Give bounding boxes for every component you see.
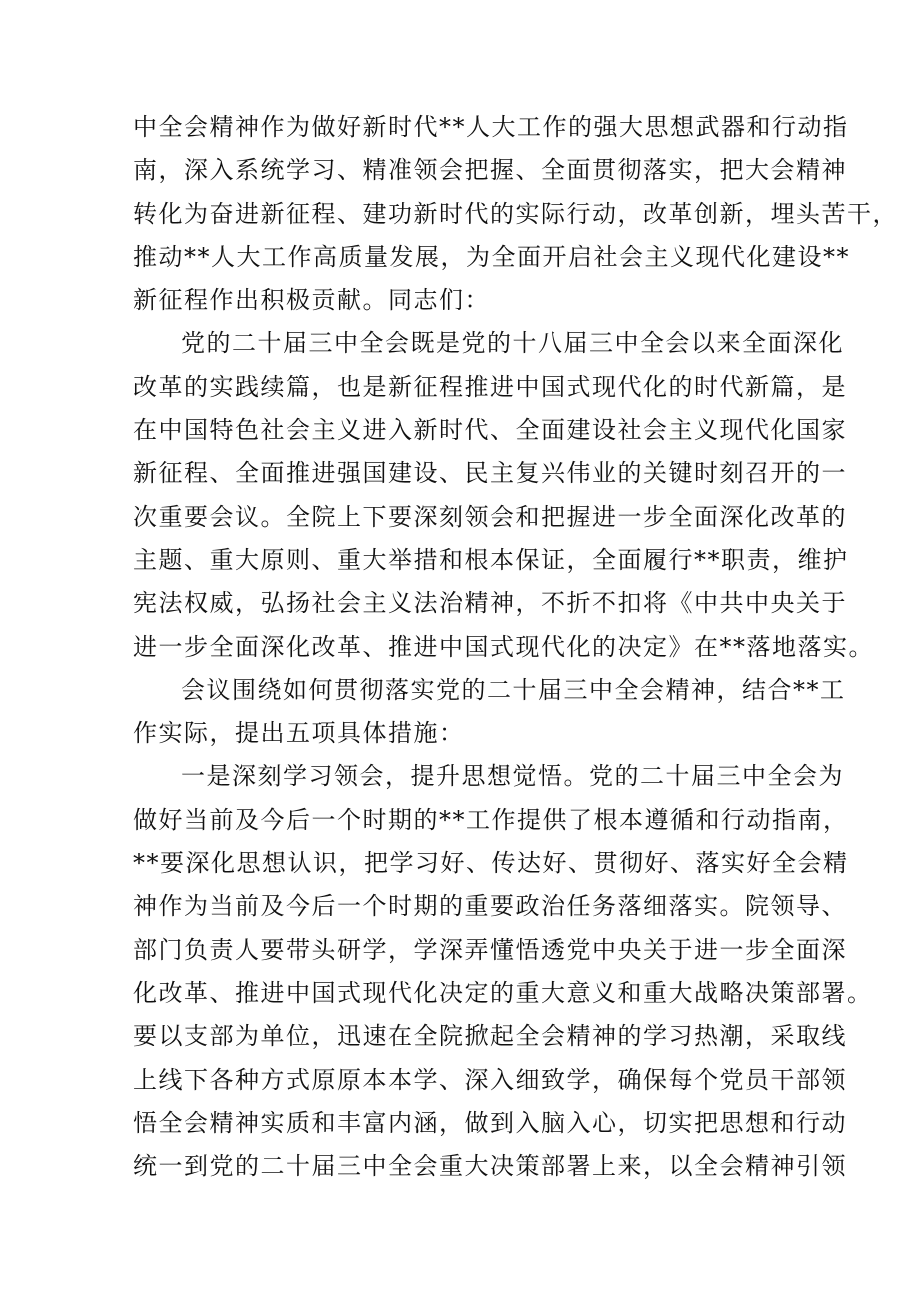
text-line: 神作为当前及今后一个时期的重要政治任务落细落实。院领导、: [133, 892, 847, 921]
text-line: 统一到党的二十届三中全会重大决策部署上来，以全会精神引领: [133, 1152, 847, 1181]
text-line: 中全会精神作为做好新时代**人大工作的强大思想武器和行动指: [133, 113, 849, 141]
text-line: 南，深入系统学习、精准领会把握、全面贯彻落实，把大会精神: [133, 156, 847, 185]
text-line: 新征程、全面推进强国建设、民主复兴伟业的关键时刻召开的一: [133, 459, 847, 488]
text-line: 要以支部为单位，迅速在全院掀起全会精神的学习热潮，采取线: [133, 1022, 847, 1051]
text-line: 在中国特色社会主义进入新时代、全面建设社会主义现代化国家: [133, 416, 847, 445]
text-line: 推动**人大工作高质量发展，为全面开启社会主义现代化建设**: [133, 242, 850, 271]
text-line: 进一步全面深化改革、推进中国式现代化的决定》在**落地落实。: [133, 632, 874, 661]
text-line: 次重要会议。全院上下要深刻领会和把握进一步全面深化改革的: [133, 502, 847, 531]
text-line: 部门负责人要带头研学，学深弄懂悟透党中央关于进一步全面深: [133, 935, 847, 964]
document-body: [133, 106, 898, 1188]
text-line: 化改革、推进中国式现代化决定的重大意义和重大战略决策部署。: [133, 978, 873, 1007]
text-line: 主题、重大原则、重大举措和根本保证，全面履行**职责，维护: [133, 545, 849, 574]
text-line: 宪法权威，弘扬社会主义法治精神，不折不扣将《中共中央关于: [133, 589, 847, 618]
paragraph-first-line: 一是深刻学习领会，提升思想觉悟。党的二十届三中全会为: [181, 762, 844, 791]
paragraph-first-line: 会议围绕如何贯彻落实党的二十届三中全会精神，结合**工: [181, 675, 846, 704]
text-line: 新征程作出积极贡献。同志们：: [133, 286, 490, 315]
text-line: **要深化思想认识，把学习好、传达好、贯彻好、落实好全会精: [133, 849, 849, 878]
text-line: 作实际，提出五项具体措施：: [133, 719, 465, 748]
text-line: 悟全会精神实质和丰富内涵，做到入脑入心，切实把思想和行动: [133, 1108, 847, 1137]
paragraph-first-line: 党的二十届三中全会既是党的十八届三中全会以来全面深化: [181, 329, 844, 358]
text-line: 改革的实践续篇，也是新征程推进中国式现代化的时代新篇，是: [133, 372, 847, 401]
text-line: 上线下各种方式原原本本学、深入细致学，确保每个党员干部领: [133, 1065, 847, 1094]
text-line: 做好当前及今后一个时期的**工作提供了根本遵循和行动指南，: [133, 805, 849, 834]
text-line: 转化为奋进新征程、建功新时代的实际行动，改革创新，埋头苦干，: [133, 199, 898, 228]
